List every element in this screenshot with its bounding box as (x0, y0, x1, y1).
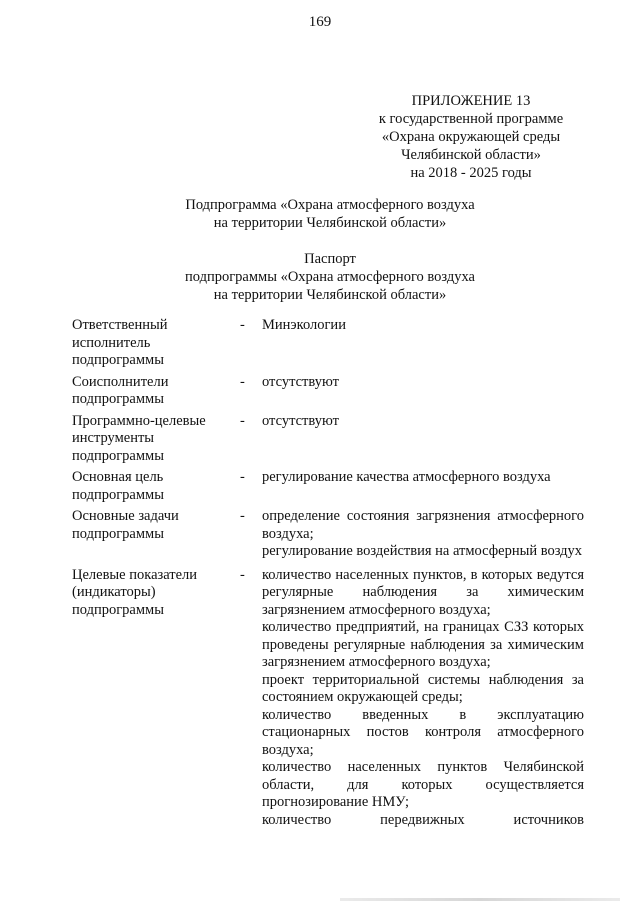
row-label (72, 567, 240, 830)
value-paragraph: количество населенных пунктов, в которых ведутся регулярные наблюдения за химическим загрязнением атмосферного воздуха; (262, 566, 584, 618)
row-label (72, 469, 240, 504)
row-value (262, 469, 584, 504)
appendix-line: Челябинской области» (401, 147, 541, 163)
row-label (72, 317, 240, 370)
value-paragraph: отсутствуют (262, 412, 339, 429)
label-line: подпрограммы (72, 352, 164, 368)
passport-row-coexecutors (72, 374, 584, 409)
value-paragraph: регулирование качества атмосферного воздуха (262, 469, 551, 485)
scan-edge-artifact (340, 898, 620, 901)
passport-row-main-goal (72, 469, 584, 504)
page-number: 169 (308, 14, 332, 30)
title-line: подпрограммы «Охрана атмосферного воздуха (185, 269, 475, 285)
value-paragraph: регулирование воздействия на атмосферный воздух (262, 543, 583, 559)
row-value (262, 374, 584, 409)
subprogram-title (140, 196, 520, 232)
appendix-header (356, 92, 586, 182)
passport-row-responsible (72, 317, 584, 370)
value-paragraph: Минэкологии (262, 317, 346, 333)
value-paragraph: определение состояния загрязнения атмосферного воздуха; (262, 508, 584, 542)
passport-row-instruments (72, 413, 584, 466)
row-dash: - (240, 412, 245, 429)
label-line: Целевые показатели (72, 566, 198, 583)
label-line: Программно-целевые (72, 412, 206, 429)
row-value (262, 567, 584, 830)
passport-row-target-indicators (72, 567, 584, 830)
label-line: подпрограммы (72, 391, 164, 407)
title-line: Подпрограмма «Охрана атмосферного воздуха (185, 197, 475, 213)
row-value (262, 508, 584, 561)
passport-table (72, 317, 584, 833)
value-paragraph: количество населенных пунктов Челябинской области, для которых осуществляется прогнозирование НМУ; (262, 759, 584, 810)
title-line: Паспорт (304, 251, 356, 267)
value-paragraph: отсутствуют (262, 373, 339, 390)
row-value (262, 317, 584, 370)
row-dash: - (240, 373, 245, 390)
row-dash: - (240, 566, 245, 583)
label-line: инструменты (72, 430, 155, 446)
label-line: подпрограммы (72, 486, 164, 503)
row-dash: - (240, 508, 245, 524)
label-line: Основные задачи (72, 508, 179, 524)
passport-row-main-tasks (72, 508, 584, 561)
appendix-line: на 2018 - 2025 годы (410, 165, 532, 181)
row-dash: - (240, 469, 245, 485)
value-paragraph: количество предприятий, на границах СЗЗ которых проведены регулярные наблюдения за химическим загрязнением атмосферного воздуха; (262, 619, 584, 670)
row-label (72, 508, 240, 561)
label-line: исполнитель (72, 334, 151, 351)
passport-title (140, 250, 520, 304)
label-line: подпрограммы (72, 525, 164, 542)
label-line: подпрограммы (72, 601, 164, 618)
label-line: Основная цель (72, 469, 164, 485)
value-paragraph: проект территориальной системы наблюдения за состоянием окружающей среды; (262, 671, 584, 705)
row-label (72, 413, 240, 466)
label-line: (индикаторы) (72, 584, 156, 600)
label-line: Ответственный (72, 317, 168, 333)
title-line: на территории Челябинской области» (213, 215, 447, 231)
appendix-line: к государственной программе (378, 111, 564, 127)
row-dash: - (240, 317, 245, 333)
appendix-line: ПРИЛОЖЕНИЕ 13 (411, 93, 531, 109)
row-value (262, 413, 584, 466)
value-paragraph: количество введенных в эксплуатацию стационарных постов контроля атмосферного воздуха; (262, 706, 584, 758)
value-paragraph: количество передвижных источников (262, 811, 584, 828)
appendix-line: «Охрана окружающей среды (381, 129, 561, 145)
row-label (72, 374, 240, 409)
label-line: Соисполнители (72, 373, 169, 390)
title-line: на территории Челябинской области» (213, 287, 447, 303)
label-line: подпрограммы (72, 447, 164, 464)
